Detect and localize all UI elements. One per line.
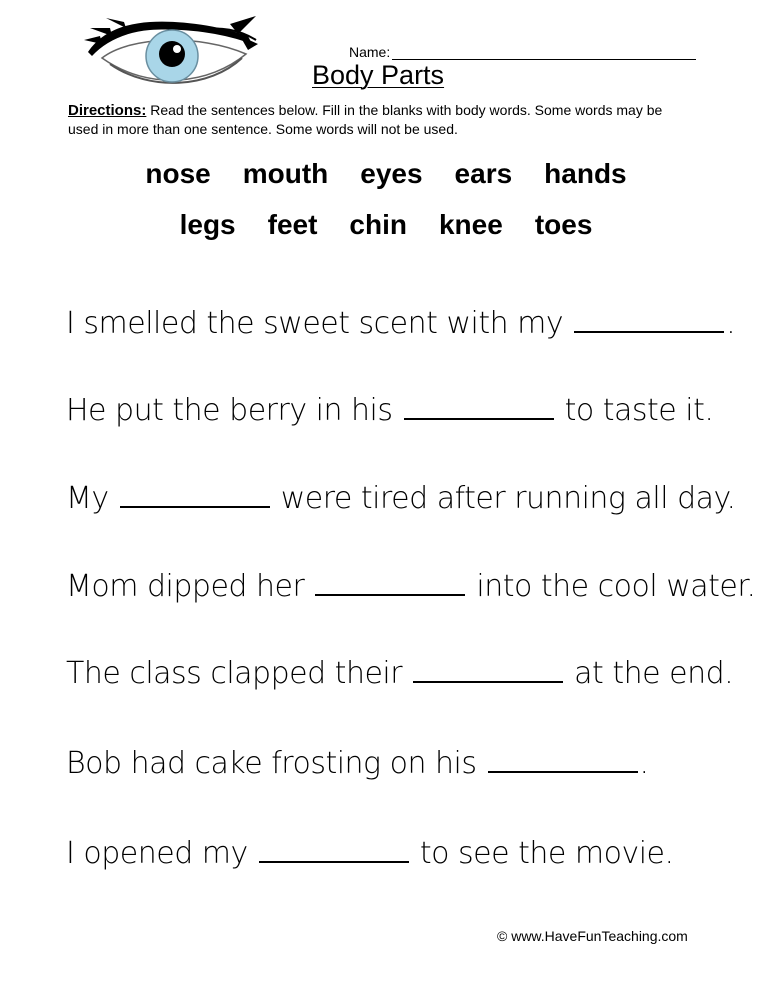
name-label: Name: [349, 44, 391, 60]
sentence-text-before: He put the berry in his [66, 393, 393, 428]
sentence-text-before: I opened my [66, 836, 248, 871]
sentence-text-before: The class clapped their [66, 656, 403, 691]
answer-blank[interactable] [574, 307, 724, 333]
word-bank-item: mouth [242, 158, 329, 189]
answer-blank[interactable] [404, 394, 554, 420]
answer-blank[interactable] [315, 570, 465, 596]
sentence-text-after: to taste it. [564, 393, 714, 428]
answer-blank[interactable] [488, 747, 638, 773]
sentence-text-before: My [66, 481, 109, 516]
directions [68, 101, 688, 139]
answer-blank[interactable] [259, 837, 409, 863]
sentence-text-after: into the cool water. [476, 569, 756, 604]
sentence-7 [66, 836, 746, 871]
directions-text: Read the sentences below. Fill in the blanks with body words. Some words may be used in more than one sentence. Some words will not be used. [68, 102, 663, 137]
word-bank-item: hands [544, 158, 627, 189]
answer-blank[interactable] [413, 657, 563, 683]
word-bank-item: knee [438, 209, 503, 240]
word-bank-item: feet [267, 209, 318, 240]
answer-blank[interactable] [120, 482, 270, 508]
sentence-text-before: I smelled the sweet scent with my [66, 306, 564, 341]
eye-icon [80, 14, 260, 99]
sentence-text-before: Bob had cake frosting on his [66, 746, 477, 781]
sentence-5 [66, 656, 746, 691]
page-title: Body Parts [312, 60, 445, 90]
word-bank-item: ears [454, 158, 513, 189]
sentence-text-after: at the end. [574, 656, 734, 691]
name-field [349, 44, 696, 60]
copyright-footer: © www.HaveFunTeaching.com [497, 928, 688, 944]
sentence-4 [66, 569, 756, 604]
word-bank-item: nose [145, 158, 211, 189]
directions-label: Directions: [68, 102, 147, 119]
sentence-2 [66, 393, 746, 428]
word-bank-row-1 [0, 158, 772, 190]
name-blank[interactable] [392, 45, 696, 60]
sentence-text-before: Mom dipped her [66, 569, 305, 604]
sentence-text-after: to see the movie. [419, 836, 674, 871]
sentence-3 [66, 481, 746, 516]
sentence-6 [66, 746, 746, 781]
sentence-1 [66, 306, 746, 341]
sentence-text-after: . [639, 746, 649, 781]
word-bank-item: eyes [360, 158, 423, 189]
word-bank-item: legs [179, 209, 236, 240]
word-bank-row-2 [0, 209, 772, 241]
word-bank-item: toes [534, 209, 593, 240]
sentence-text-after: . [726, 306, 736, 341]
word-bank-item: chin [349, 209, 407, 240]
sentence-text-after: were tired after running all day. [280, 481, 736, 516]
